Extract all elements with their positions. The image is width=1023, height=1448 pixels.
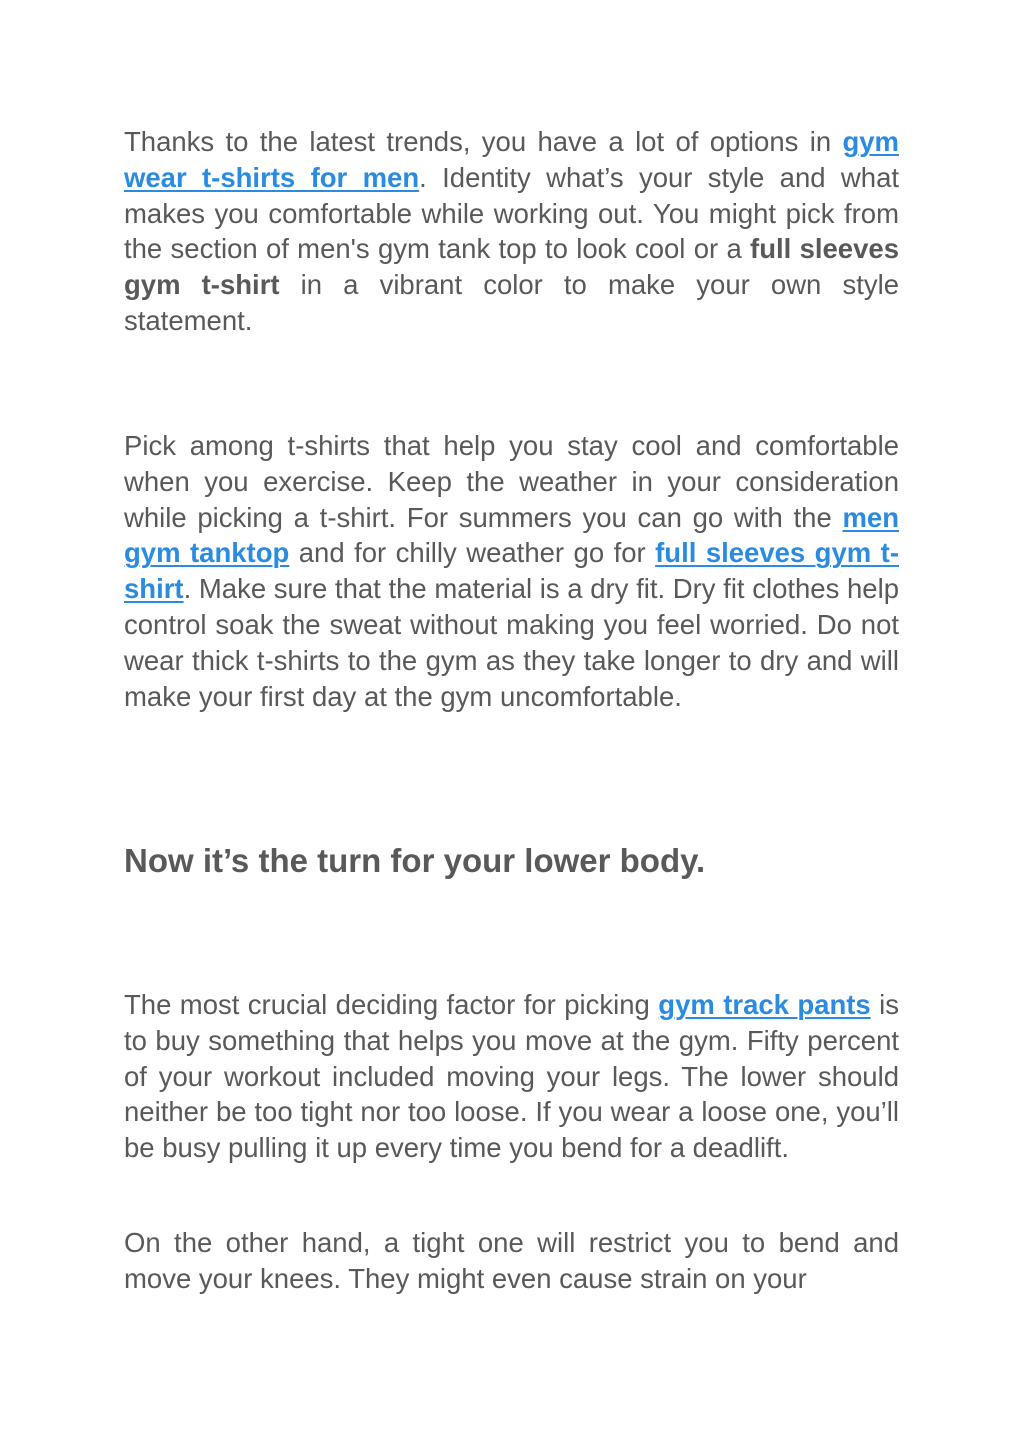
paragraph-track-pants [124, 987, 899, 1166]
link-men-gym-tanktop[interactable]: men gym tanktop [124, 501, 899, 569]
paragraph-text: The most crucial deciding factor for picking [124, 989, 659, 1020]
section-heading-lower-body: Now it’s the turn for your lower body. [124, 842, 706, 879]
link-gym-wear-tshirts-for-men[interactable]: gym wear t-shirts for men [124, 126, 899, 193]
paragraph-text: . Make sure that the material is a dry fit. Dry fit clothes help control soak the sweat without making you feel worried. Do not wear thick t-shirts to the gym as they take longer to dry and will make your first day at the gym uncomfortable. [124, 573, 899, 712]
paragraph-text: in a vibrant color to make your own style statement. [124, 269, 900, 336]
link-gym-track-pants[interactable]: gym track pants [658, 989, 871, 1020]
paragraph-text: Pick among t-shirts that help you stay cool and comfortable when you exercise. Keep the weather in your consideration while picking a t-shirt. For summers you can go with the [124, 430, 899, 533]
link-full-sleeves-gym-tshirt[interactable]: full sleeves gym t-shirt [124, 537, 899, 605]
paragraph-tight-pants [124, 1225, 899, 1297]
paragraph-tshirt-options [124, 124, 899, 339]
paragraph-pick-tshirts [124, 428, 899, 714]
paragraph-text: Thanks to the latest trends, you have a lot of options in [124, 126, 843, 157]
paragraph-text: and for chilly weather go for [289, 537, 656, 569]
paragraph-text: . Identity what’s your style and what makes you comfortable while working out. You might pick from the section of men's gym tank top to look cool or a [124, 161, 899, 265]
bold-full-sleeves-gym-tshirt: full sleeves gym t-shirt [124, 233, 899, 301]
paragraph-text: is to buy something that helps you move at the gym. Fifty percent of your workout included moving your legs. The lower should neither be too tight nor too loose. If you wear a loose one, you’ll be busy pulling it up every time you bend for a deadlift. [124, 989, 900, 1164]
paragraph-text: On the other hand, a tight one will restrict you to bend and move your knees. They might even cause strain on your [124, 1227, 899, 1294]
